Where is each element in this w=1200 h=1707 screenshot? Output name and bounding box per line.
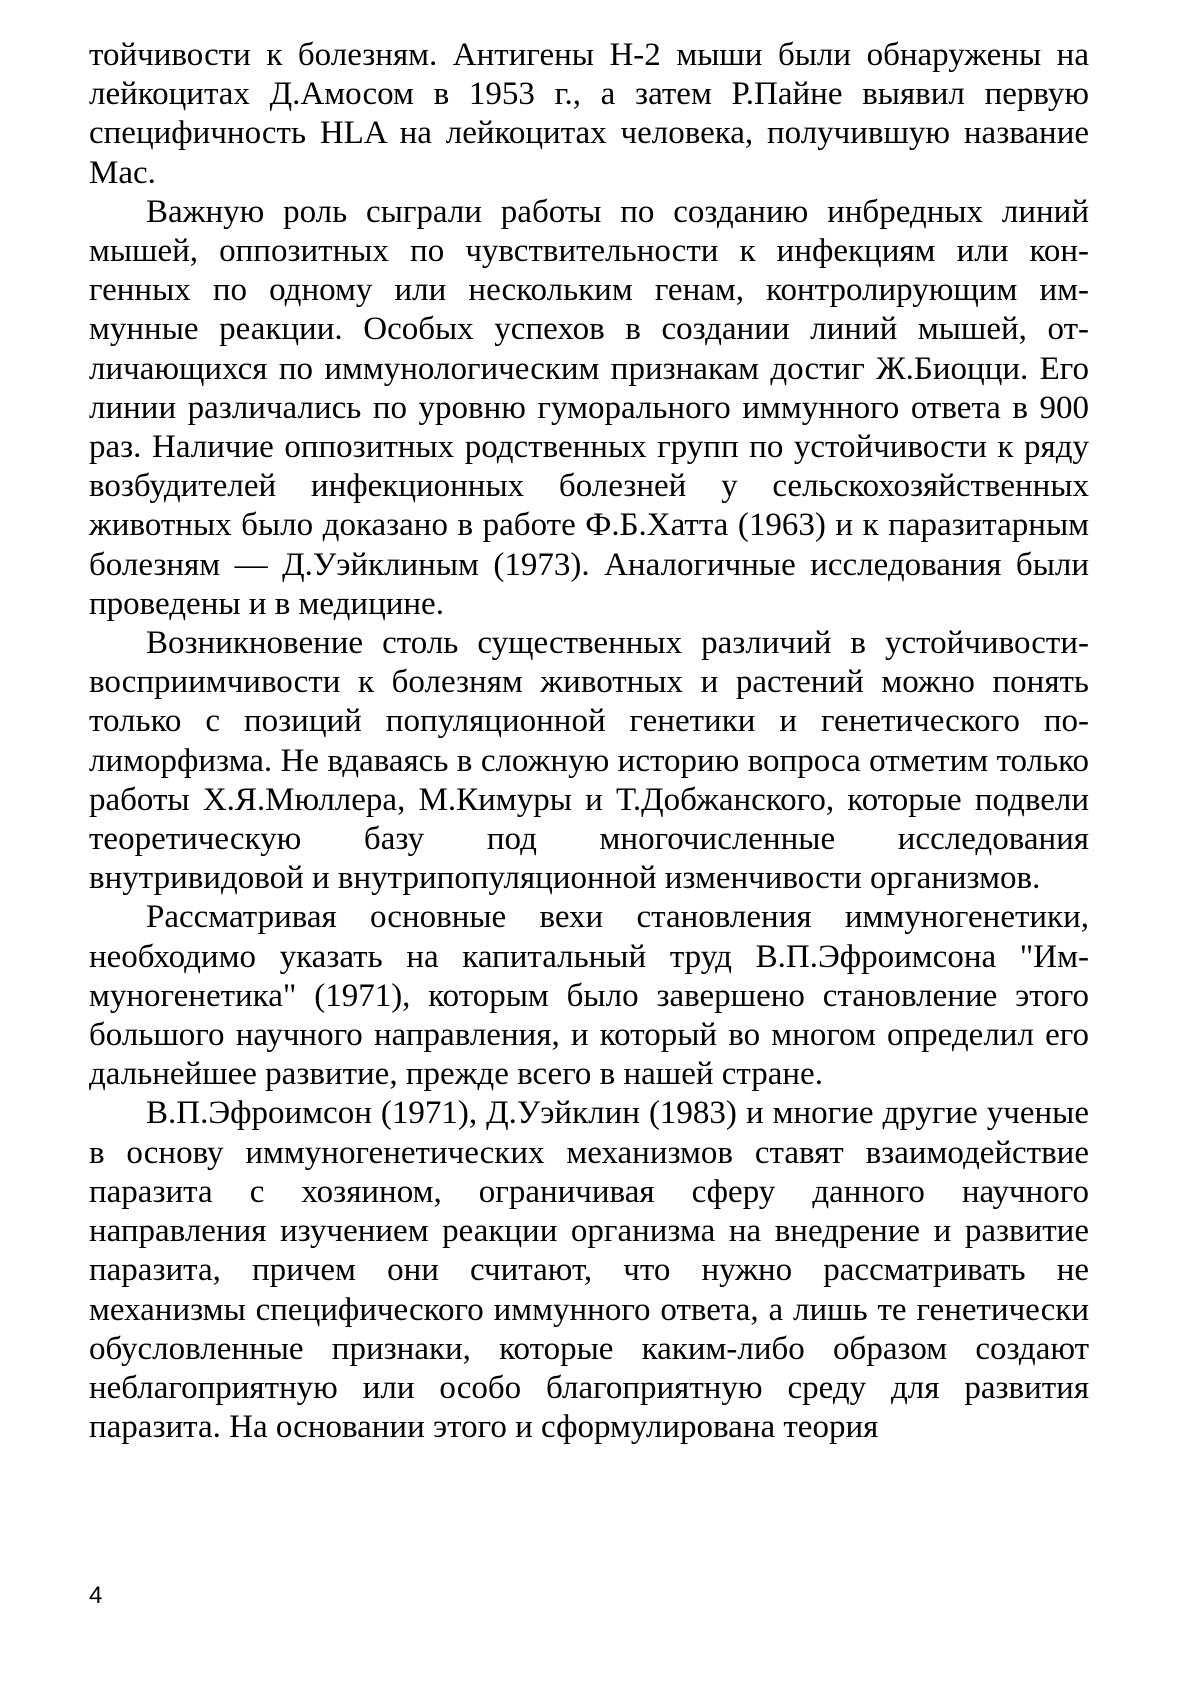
paragraph-population-genetics: Возникновение столь существенных различий в устойчивости-восприимчивости к болезням животных и растений можно понять только с позиций популяционной генетики и генетического полиморфизма. Не вдаваясь в сложную историю вопроса отметим только работы Х.Я.Мюллера, М.Кимуры и Т.Добжанского, которые подвели теоретическую базу под многочисленные исследования внутривидовой и внутрипопуляционной изменчивости организмов. (89, 625, 1089, 897)
paragraph-immunogenetics-milestones: Рассматривая основные вехи становления иммуногенетики, необходимо указать на капитальный труд В.П.Эфроимсона "Иммуногенетика" (1971), которым было завершено становление этого большого научного направления, и который во многом определил его дальнейшее развитие, прежде всего в нашей стране. (89, 899, 1089, 1093)
page-number: 4 (89, 1582, 103, 1609)
paragraph-parasite-host: В.П.Эфроимсон (1971), Д.Уэйклин (1983) и многие другие ученые в основу иммуногенетических механизмов ставят взаимодействие паразита с хозяином, ограничивая сферу данного научного направления изучением реакции организма на внедрение и развитие паразита, причем они считают, что нужно рассматривать не механизмы специфического иммунного ответа, а лишь те генетически обусловленные признаки, которые каким-либо образом создают неблагоприятную или особо благоприятную среду для развития паразита. На основании этого и сформулирована теория (89, 1095, 1089, 1446)
body-text (89, 36, 1089, 1447)
paragraph-continuation: тойчивости к болезням. Антигены Н-2 мыши были обнаружены на лейкоцитах Д.Амосом в 1953 г., а затем Р.Пайне выявил первую специфичность HLA на лейкоцитах человека, получившую название Мас. (89, 37, 1089, 191)
paragraph-inbred-lines: Важную роль сыграли работы по созданию инбредных линий мышей, оппозитных по чувствительности к инфекциям или конгенных по одному или нескольким генам, контролирующим иммунные реакции. Особых успехов в создании линий мышей, отличающихся по иммунологическим признакам достиг Ж.Биоцци. Его линии различались по уровню гуморального иммунного ответа в 900 раз. Наличие оппозитных родственных групп по устойчивости к ряду возбудителей инфекционных болезней у сельскохозяйственных животных было доказано в работе Ф.Б.Хатта (1963) и к паразитарным болезням — Д.Уэйклиным (1973). Аналогичные исследования были проведены и в медицине. (89, 193, 1089, 622)
